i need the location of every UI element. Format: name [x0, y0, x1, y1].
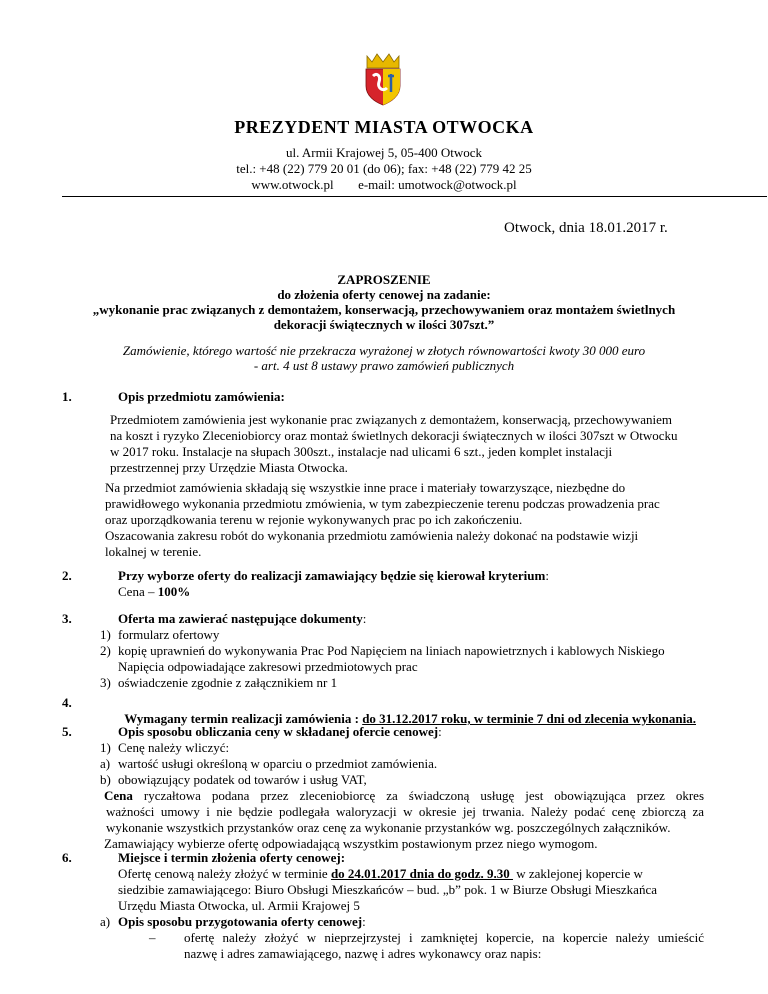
colon: : — [362, 611, 367, 626]
section-1-title: Opis przedmiotu zamówienia: — [118, 389, 285, 404]
paragraph-line: ważności umowy i nie będzie podlegała waloryzacji w okresie jej trwania. Należy podać cenę zbiorczą za — [106, 804, 704, 819]
offer-deadline: do 24.01.2017 dnia do godz. 9.30 — [330, 866, 513, 881]
header-divider — [62, 196, 767, 197]
paragraph-line: przestrzennej przy Urzędzie Miasta Otwocka. — [110, 460, 348, 475]
paragraph-line: wykonanie wszystkich przystanków oraz cenę za wykonanie przystanków wg. poszczególnych załączników. — [106, 820, 671, 835]
section-4-line — [118, 695, 696, 727]
task-name-line2: dekoracji świątecznych w ilości 307szt.” — [273, 317, 495, 332]
list-item: Napięcia odpowiadające zakresowi przedmiotowych prac — [118, 659, 418, 674]
cena-word: Cena — [104, 788, 133, 803]
section-3-title: Oferta ma zawierać następujące dokumenty — [118, 611, 363, 626]
envelope-instruction-line2: nazwę i adres zamawiającego, nazwę i adres wykonawcy oraz napis: — [184, 946, 542, 961]
subsection-a-number: a) — [100, 914, 111, 929]
paragraph-line: na koszt i ryzyko Zleceniobiorcy oraz montaż świetlnych dekoracji świątecznych w ilości 307szt w Otwocku — [110, 428, 678, 443]
colon: : — [438, 724, 442, 739]
date-line: Otwock, dnia 18.01.2017 r. — [504, 220, 668, 236]
section-3-title-line — [118, 611, 366, 627]
section-4-number: 4. — [62, 695, 72, 710]
paragraph-line: oraz uporządkowania terenu w rejonie wykonywanych prac po ich zakończeniu. — [105, 512, 523, 527]
additional-works-paragraph — [105, 480, 705, 560]
city-crest-logo — [361, 52, 405, 106]
criterion-line — [118, 584, 190, 600]
section-6-number: 6. — [62, 850, 72, 865]
list-item: a) wartość usługi określoną w oparciu o przedmiot zamówienia. — [100, 756, 438, 771]
threshold-note-line1: Zamówienie, którego wartość nie przekracza wyrażonej w złotych równowartości kwoty 30 000 euro — [122, 343, 646, 358]
criterion-value: 100% — [157, 584, 191, 599]
threshold-note-line2: - art. 4 ust 8 ustawy prawo zamówień publicznych — [253, 358, 515, 373]
section-2-number: 2. — [62, 568, 72, 583]
paragraph-line: Zamawiający wybierze ofertę odpowiadającą wszystkim postawionym przez niego wymogom. — [104, 836, 598, 851]
deadline-line: Ofertę cenową należy złożyć w terminie do 24.01.2017 dnia do godz. 9.30 w zaklejonej kopercie w — [118, 866, 643, 881]
list-item: 1) formularz ofertowy — [100, 627, 220, 642]
price-paragraph — [104, 788, 704, 852]
paragraph-line: prawidłowego wykonania przedmiotu zmówienia, w tym zabezpieczenie terenu podczas prowadzenia prac — [105, 496, 660, 511]
website-text: www.otwock.pl — [251, 177, 334, 192]
submission-place-line2: Urzędu Miasta Otwocka, ul. Armii Krajowej 5 — [118, 898, 360, 913]
section-4-title: Wymagany termin realizacji zamówienia : — [124, 711, 363, 726]
paragraph-line: w 2017 roku. Instalacje na słupach 300szt., instalacje nad ulicami 6 szt., jeden komplet instalacji — [110, 444, 613, 459]
section-5-title-line — [118, 724, 442, 740]
scope-paragraph — [110, 412, 678, 476]
task-name-line1: „wykonanie prac związanych z demontażem, konserwacją, przechowywaniem oraz montażem świetlnych — [92, 302, 676, 317]
list-item: 3) oświadczenie zgodnie z załącznikiem nr 1 — [100, 675, 338, 690]
list-item: 2) kopię uprawnień do wykonywania Prac Pod Napięciem na liniach napowietrznych i kablowych Niskiego — [100, 643, 665, 658]
invitation-title: ZAPROSZENIE — [337, 272, 431, 287]
mayor-title: PREZYDENT MIASTA OTWOCKA — [234, 117, 534, 137]
section-3-number: 3. — [62, 611, 72, 626]
paragraph-line: Oszacowania zakresu robót do wykonania przedmiotu zamówienia należy dokonać na podstawie wizji — [105, 528, 639, 543]
subsection-a-title: Opis sposobu przygotowania oferty cenowej — [118, 914, 363, 929]
section-5-number: 5. — [62, 724, 72, 739]
email-text: e-mail: umotwock@otwock.pl — [358, 177, 517, 192]
colon: : — [545, 568, 549, 583]
list-item: b) obowiązujący podatek od towarów i usług VAT, — [100, 772, 367, 787]
envelope-instruction-line1: ofertę należy złożyć w nieprzejrzystej i zamkniętej kopercie, na kopercie należy umieścić — [184, 930, 704, 945]
paragraph-line: Przedmiotem zamówienia jest wykonanie prac związanych z demontażem, konserwacją, przechowywaniem — [110, 412, 673, 427]
submission-place-line1: siedzibie zamawiającego: Biuro Obsługi Mieszkańców – bud. „b” pok. 1 w Biurze Obsługi Mieszkańca — [118, 882, 657, 897]
office-web-email — [0, 177, 768, 193]
section-1-number: 1. — [62, 389, 72, 404]
paragraph-line: Cena ryczałtowa podana przez zleceniobiorcę za świadczoną usługę jest obowiązująca przez okres — [104, 788, 705, 803]
section-6-title: Miejsce i termin złożenia oferty cenowej: — [118, 850, 346, 865]
completion-term: do 31.12.2017 roku, w terminie 7 dni od zlecenia wykonania. — [362, 711, 696, 726]
office-phones: tel.: +48 (22) 779 20 01 (do 06); fax: +48 (22) 779 42 25 — [236, 161, 532, 176]
paragraph-line: lokalnej w terenie. — [105, 544, 202, 559]
paragraph-line: Na przedmiot zamówienia składają się wszystkie inne prace i materiały towarzyszące, niezbędne do — [105, 480, 626, 495]
documents-list — [100, 627, 665, 691]
price-list — [100, 740, 437, 788]
subsection-a-title-line: Opis sposobu przygotowania oferty cenowej: — [118, 914, 366, 929]
list-item: 1) Cenę należy wliczyć: — [100, 740, 230, 755]
section-5-title: Opis sposobu obliczania ceny w składanej ofercie cenowej — [118, 724, 439, 739]
section-2-title-line — [118, 568, 549, 584]
office-address: ul. Armii Krajowej 5, 05-400 Otwock — [285, 145, 483, 160]
criterion-label: Cena – — [118, 584, 158, 599]
invitation-subtitle: do złożenia oferty cenowej na zadanie: — [277, 287, 491, 302]
section-2-title: Przy wyborze oferty do realizacji zamawiający będzie się kierował kryterium — [118, 568, 546, 583]
dash-bullet: – — [149, 930, 156, 945]
